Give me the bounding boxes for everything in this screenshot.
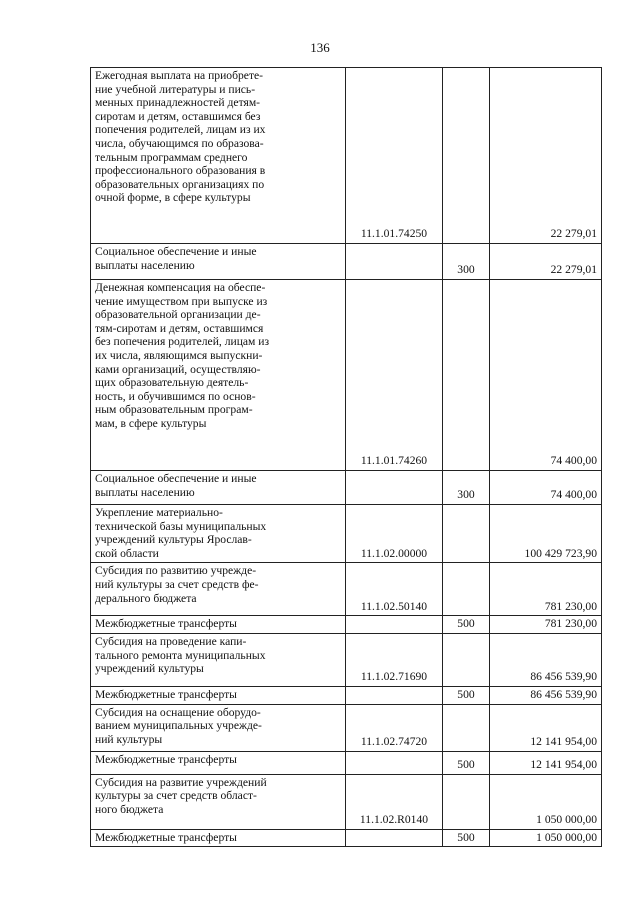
row-name-line: ванием муниципальных учрежде- bbox=[95, 719, 262, 733]
row-name-line: культуры за счет средств област- bbox=[95, 789, 257, 803]
table-row bbox=[91, 829, 602, 847]
table-row bbox=[91, 616, 602, 634]
table-row bbox=[91, 280, 602, 471]
row-amount-cell: 781 230,00 bbox=[490, 563, 602, 616]
row-name-line: щих образовательную деятель- bbox=[95, 376, 249, 390]
row-code-cell: 11.1.02.74720 bbox=[346, 704, 443, 751]
row-name-line: тельным программам среднего bbox=[95, 150, 248, 164]
row-amount-cell: 12 141 954,00 bbox=[490, 751, 602, 774]
row-amount-cell: 86 456 539,90 bbox=[490, 686, 602, 704]
row-name-line: учреждений культуры bbox=[95, 662, 204, 676]
row-name-line: числа, обучающимся по образова- bbox=[95, 136, 264, 150]
row-name-line: мам, в сфере культуры bbox=[95, 416, 207, 430]
row-code-cell: 11.1.02.R0140 bbox=[346, 774, 443, 829]
row-name-line: дерального бюджета bbox=[95, 591, 197, 605]
row-name-line: Денежная компенсация на обеспе- bbox=[95, 281, 266, 294]
row-name-line: профессионального образования в bbox=[95, 164, 266, 178]
row-expense-type-cell: 500 bbox=[443, 751, 490, 774]
row-expense-type-cell: 300 bbox=[443, 471, 490, 505]
table-row bbox=[91, 505, 602, 563]
row-name-line: ние учебной литературы и пись- bbox=[95, 82, 256, 96]
row-name-line: учреждений культуры Ярослав- bbox=[95, 533, 252, 547]
row-name-cell bbox=[91, 829, 346, 847]
row-name-line: ской области bbox=[95, 546, 159, 560]
row-name-line: Ежегодная выплата на приобрете- bbox=[95, 69, 264, 82]
row-name-line: образовательной организации де- bbox=[95, 308, 261, 322]
row-name-line: Межбюджетные трансферты bbox=[95, 830, 237, 844]
row-name-line: ным образовательным програм- bbox=[95, 403, 253, 417]
row-name-line: выплаты населению bbox=[95, 258, 195, 272]
row-name-line: менных принадлежностей детям- bbox=[95, 96, 261, 110]
row-name-cell bbox=[91, 686, 346, 704]
row-code-cell bbox=[346, 471, 443, 505]
row-name-line: образовательных организациях по bbox=[95, 177, 265, 191]
row-name-line: Субсидия на оснащение оборудо- bbox=[95, 705, 261, 719]
row-expense-type-cell bbox=[443, 633, 490, 686]
row-code-cell: 11.1.01.74250 bbox=[346, 68, 443, 244]
row-amount-cell: 22 279,01 bbox=[490, 244, 602, 280]
row-name-line: ний культуры за счет средств фе- bbox=[95, 577, 259, 591]
row-name-line: ность, и обучившимся по основ- bbox=[95, 389, 256, 403]
row-expense-type-cell: 300 bbox=[443, 244, 490, 280]
row-amount-cell: 1 050 000,00 bbox=[490, 829, 602, 847]
row-name-line: ками организаций, осуществляю- bbox=[95, 362, 261, 376]
row-name-cell bbox=[91, 244, 346, 280]
row-name-line: Субсидия по развитию учрежде- bbox=[95, 564, 257, 578]
table-row bbox=[91, 774, 602, 829]
row-expense-type-cell bbox=[443, 704, 490, 751]
table-row bbox=[91, 471, 602, 505]
row-amount-cell: 12 141 954,00 bbox=[490, 704, 602, 751]
row-name-line: Межбюджетные трансферты bbox=[95, 687, 237, 701]
row-name-line: Укрепление материально- bbox=[95, 506, 223, 519]
row-expense-type-cell bbox=[443, 280, 490, 471]
row-amount-cell: 74 400,00 bbox=[490, 471, 602, 505]
row-amount-cell: 100 429 723,90 bbox=[490, 505, 602, 563]
table-row bbox=[91, 68, 602, 244]
row-code-cell: 11.1.01.74260 bbox=[346, 280, 443, 471]
row-expense-type-cell: 500 bbox=[443, 829, 490, 847]
row-name-cell bbox=[91, 704, 346, 751]
row-code-cell bbox=[346, 686, 443, 704]
row-expense-type-cell: 500 bbox=[443, 616, 490, 634]
row-expense-type-cell bbox=[443, 563, 490, 616]
row-expense-type-cell bbox=[443, 774, 490, 829]
row-name-line: Субсидия на проведение капи- bbox=[95, 634, 247, 648]
row-name-line: сиротам и детям, оставшимся без bbox=[95, 109, 261, 123]
table-row bbox=[91, 751, 602, 774]
row-expense-type-cell bbox=[443, 505, 490, 563]
row-name-line: тального ремонта муниципальных bbox=[95, 648, 266, 662]
row-amount-cell: 74 400,00 bbox=[490, 280, 602, 471]
row-name-line: их числа, являющимся выпускни- bbox=[95, 348, 263, 362]
page-number: 136 bbox=[310, 40, 330, 55]
row-name-line: Социальное обеспечение и иные bbox=[95, 245, 257, 258]
row-name-cell bbox=[91, 68, 346, 244]
row-code-cell: 11.1.02.00000 bbox=[346, 505, 443, 563]
row-name-line: Социальное обеспечение и иные bbox=[95, 472, 257, 485]
table-row bbox=[91, 633, 602, 686]
row-name-cell bbox=[91, 774, 346, 829]
row-name-line: тям-сиротам и детям, оставшимся bbox=[95, 321, 264, 335]
row-name-line: очной форме, в сфере культуры bbox=[95, 191, 251, 205]
row-name-line: ного бюджета bbox=[95, 802, 164, 816]
row-code-cell: 11.1.02.71690 bbox=[346, 633, 443, 686]
row-amount-cell: 86 456 539,90 bbox=[490, 633, 602, 686]
row-name-cell bbox=[91, 751, 346, 774]
table-row bbox=[91, 686, 602, 704]
row-amount-cell: 22 279,01 bbox=[490, 68, 602, 244]
row-code-cell bbox=[346, 751, 443, 774]
row-name-cell bbox=[91, 280, 346, 471]
row-amount-cell: 781 230,00 bbox=[490, 616, 602, 634]
row-name-line: чение имуществом при выпуске из bbox=[95, 294, 268, 308]
row-name-line: технической базы муниципальных bbox=[95, 519, 267, 533]
row-name-line: Межбюджетные трансферты bbox=[95, 617, 237, 631]
row-name-line: выплаты населению bbox=[95, 485, 195, 499]
table-row bbox=[91, 704, 602, 751]
row-code-cell: 11.1.02.50140 bbox=[346, 563, 443, 616]
row-name-line: без попечения родителей, лицам из bbox=[95, 335, 270, 349]
row-name-line: ний культуры bbox=[95, 732, 163, 746]
row-code-cell bbox=[346, 829, 443, 847]
row-code-cell bbox=[346, 616, 443, 634]
row-amount-cell: 1 050 000,00 bbox=[490, 774, 602, 829]
budget-table bbox=[90, 67, 602, 847]
row-name-cell bbox=[91, 505, 346, 563]
row-expense-type-cell: 500 bbox=[443, 686, 490, 704]
row-name-cell bbox=[91, 616, 346, 634]
row-name-cell bbox=[91, 563, 346, 616]
row-name-line: Межбюджетные трансферты bbox=[95, 752, 237, 766]
row-name-line: Субсидия на развитие учреждений bbox=[95, 775, 267, 789]
row-name-line: попечения родителей, лицам из их bbox=[95, 123, 266, 137]
row-name-cell bbox=[91, 633, 346, 686]
row-expense-type-cell bbox=[443, 68, 490, 244]
budget-table-body bbox=[91, 68, 602, 847]
row-name-cell bbox=[91, 471, 346, 505]
row-code-cell bbox=[346, 244, 443, 280]
table-row bbox=[91, 563, 602, 616]
table-row bbox=[91, 244, 602, 280]
